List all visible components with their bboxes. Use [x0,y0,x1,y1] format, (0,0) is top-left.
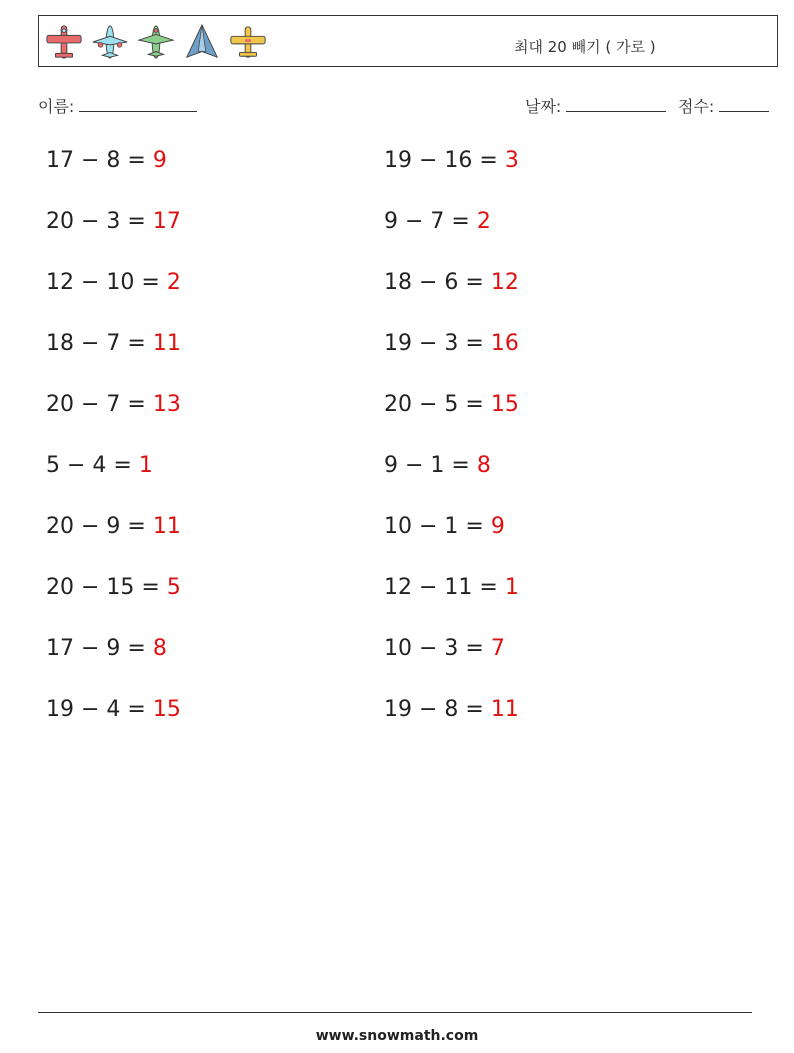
worksheet-header [38,15,778,67]
problem-item [384,514,505,539]
problem-item [46,575,181,600]
plane-cyan-icon [91,22,129,62]
name-blank [79,97,197,112]
name-label: 이름: [38,97,75,116]
footer-divider [38,1012,752,1013]
name-field [38,94,197,117]
plane-red-icon [45,22,83,62]
problem-item [384,392,519,417]
page-title: 최대 20 빼기 ( 가로 ) [514,38,656,56]
problem-item [384,209,491,234]
plane-yellow-icon [229,22,267,62]
score-label: 점수: [678,97,715,116]
problem-item [384,697,519,722]
answer: 9 [490,514,505,539]
date-blank [566,97,666,112]
expression: 20 − 9 = [46,514,153,539]
answer: 11 [152,331,181,356]
expression: 20 − 7 = [46,392,153,417]
expression: 20 − 15 = [46,575,167,600]
problem-item [46,514,181,539]
answer: 15 [490,392,519,417]
answer: 11 [152,514,181,539]
problem-item [384,331,519,356]
date-label: 날짜: [525,97,562,116]
answer: 9 [152,148,167,173]
score-field [678,94,769,117]
expression: 18 − 7 = [46,331,153,356]
answer: 8 [152,636,167,661]
problem-item [384,148,519,173]
answer: 17 [152,209,181,234]
problem-item [384,636,505,661]
score-blank [719,97,769,112]
problem-item [384,270,519,295]
expression: 17 − 9 = [46,636,153,661]
jet-blue-icon [183,22,221,62]
expression: 17 − 8 = [46,148,153,173]
expression: 10 − 3 = [384,636,491,661]
expression: 10 − 1 = [384,514,491,539]
answer: 12 [490,270,519,295]
answer: 2 [476,209,491,234]
answer: 5 [166,575,181,600]
problem-item [46,453,153,478]
answer: 16 [490,331,519,356]
expression: 9 − 1 = [384,453,477,478]
expression: 5 − 4 = [46,453,139,478]
date-field [525,94,666,117]
problem-item [46,148,167,173]
problem-item [46,331,181,356]
problem-item [46,392,181,417]
expression: 12 − 10 = [46,270,167,295]
expression: 9 − 7 = [384,209,477,234]
expression: 19 − 16 = [384,148,505,173]
plane-green-icon [137,22,175,62]
expression: 18 − 6 = [384,270,491,295]
answer: 8 [476,453,491,478]
icon-strip [45,20,267,64]
answer: 7 [490,636,505,661]
answer: 15 [152,697,181,722]
problem-item [46,636,167,661]
answer: 13 [152,392,181,417]
answer: 3 [504,148,519,173]
problem-item [46,209,181,234]
answer: 2 [166,270,181,295]
problem-item [384,453,491,478]
footer-site-link[interactable]: www.snowmath.com [315,1028,479,1044]
answer: 1 [138,453,153,478]
problem-item [46,697,181,722]
answer: 11 [490,697,519,722]
expression: 19 − 3 = [384,331,491,356]
expression: 19 − 4 = [46,697,153,722]
expression: 20 − 3 = [46,209,153,234]
expression: 19 − 8 = [384,697,491,722]
expression: 20 − 5 = [384,392,491,417]
problem-item [384,575,519,600]
problem-item [46,270,181,295]
answer: 1 [504,575,519,600]
expression: 12 − 11 = [384,575,505,600]
